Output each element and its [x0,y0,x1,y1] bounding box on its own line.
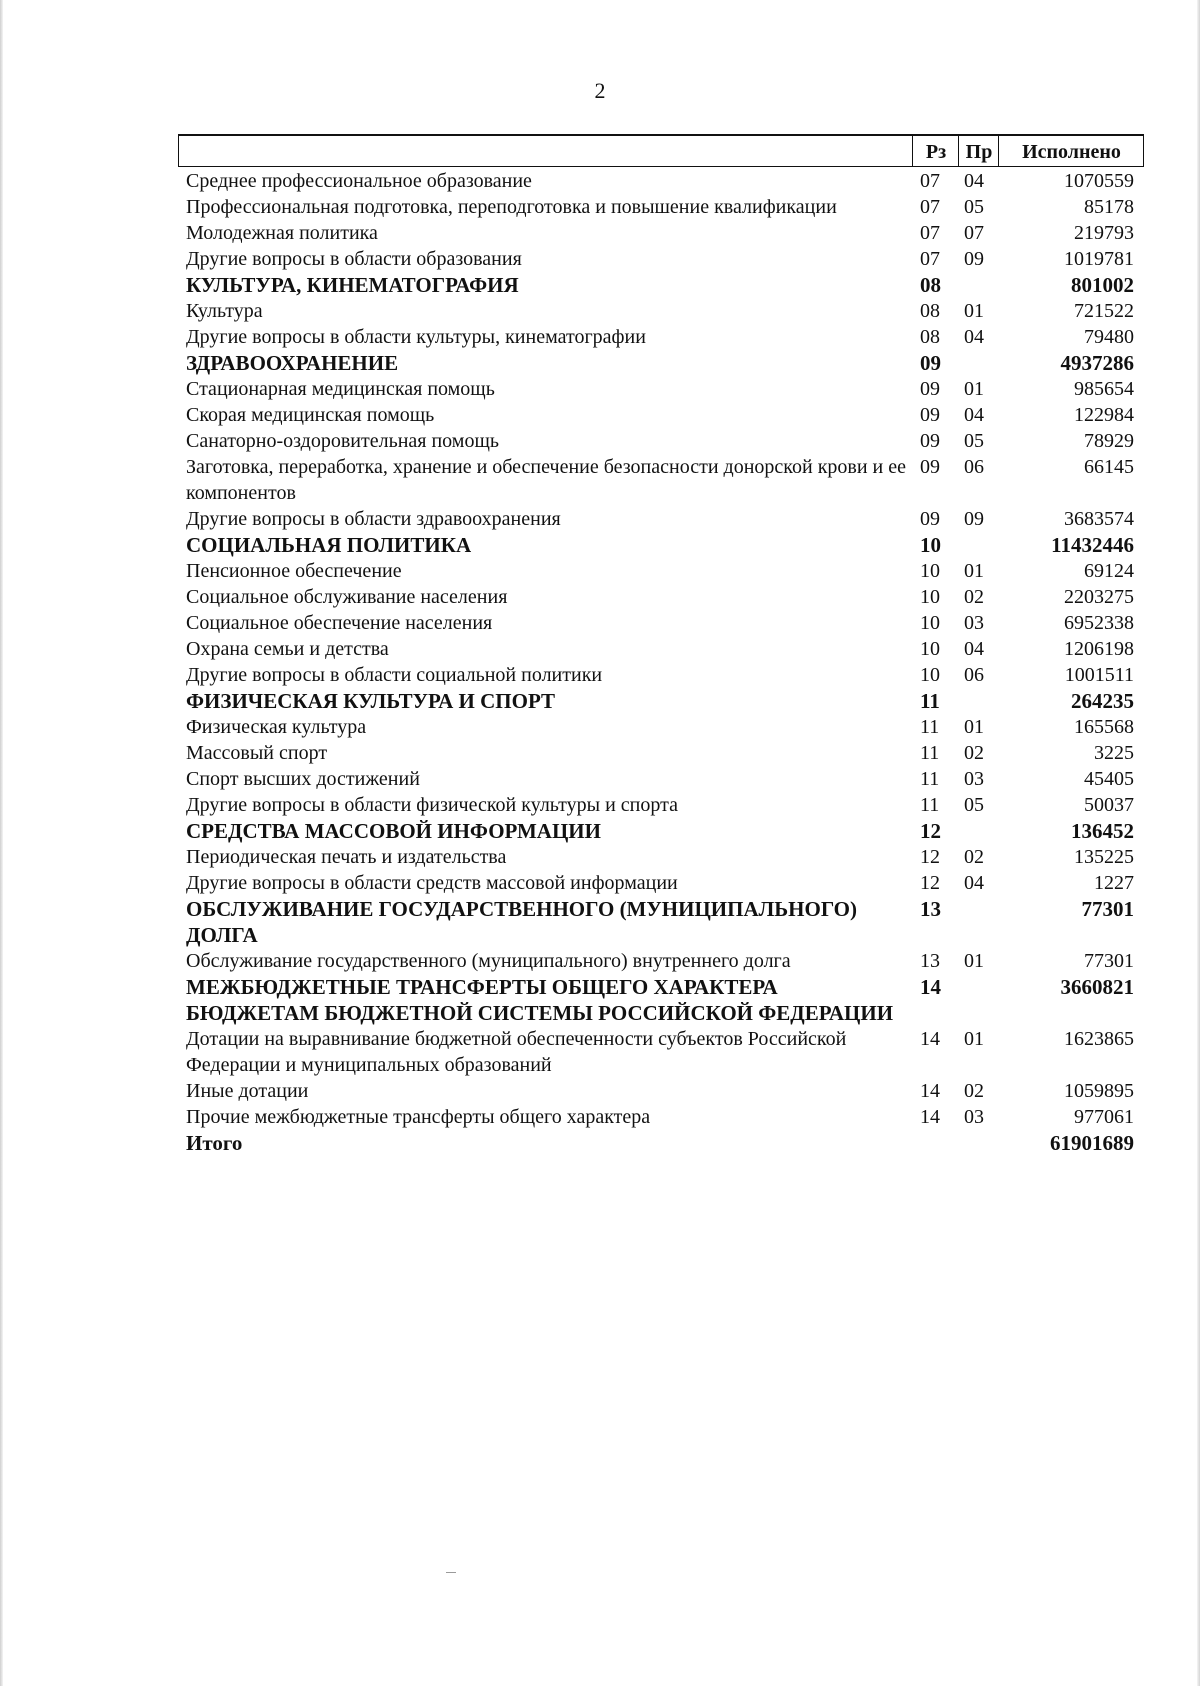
row-name: Среднее профессиональное образование [186,170,532,192]
row-pr: 01 [964,378,984,400]
table-row [178,584,1144,610]
row-pr: 02 [964,742,984,764]
section-row [178,350,1144,376]
row-name: Другие вопросы в области здравоохранения [186,508,561,530]
row-value: 1070559 [1064,170,1134,192]
table-header [178,134,1144,167]
row-name: Скорая медицинская помощь [186,404,435,426]
row-name: Культура [186,300,263,322]
row-name: СОЦИАЛЬНАЯ ПОЛИТИКА [186,533,472,557]
row-value: 165568 [1074,716,1134,738]
row-rz: 09 [920,351,941,375]
row-name: Итого [186,1131,243,1155]
row-pr: 09 [964,248,984,270]
row-name: Заготовка, переработка, хранение и обеспечение безопасности донорской крови и ее компонентов [186,456,907,504]
row-name: Другие вопросы в области физической культуры и спорта [186,794,678,816]
row-name: Иные дотации [186,1080,309,1102]
row-value: 11432446 [1051,533,1134,557]
row-pr: 02 [964,846,984,868]
row-rz: 14 [920,975,941,999]
row-name: Другие вопросы в области социальной политики [186,664,603,686]
row-value: 1059895 [1064,1080,1134,1102]
row-pr: 06 [964,456,984,478]
row-value: 985654 [1074,378,1134,400]
table-row [178,714,1144,740]
table-row [178,766,1144,792]
row-value: 1001511 [1064,664,1134,686]
table-row [178,1078,1144,1104]
table-row [178,1104,1144,1130]
row-rz: 07 [920,170,940,192]
header-rz: Рз [912,136,959,166]
row-name: ЗДРАВООХРАНЕНИЕ [186,351,399,375]
row-rz: 12 [920,872,940,894]
table-row [178,220,1144,246]
row-value: 219793 [1074,222,1134,244]
row-pr: 03 [964,768,984,790]
page-number: 2 [594,78,606,103]
row-rz: 10 [920,560,940,582]
row-rz: 14 [920,1106,940,1128]
row-value: 66145 [1084,456,1134,478]
row-name: ОБСЛУЖИВАНИЕ ГОСУДАРСТВЕННОГО (МУНИЦИПАЛЬНОГО) ДОЛГА [186,897,857,947]
row-value: 45405 [1084,768,1134,790]
section-row [178,1130,1144,1156]
row-name: Другие вопросы в области образования [186,248,522,270]
row-rz: 10 [920,586,940,608]
row-pr: 01 [964,950,984,972]
row-pr: 04 [964,404,984,426]
row-rz: 09 [920,456,940,478]
row-value: 77301 [1084,950,1134,972]
row-value: 3683574 [1064,508,1134,530]
row-rz: 08 [920,326,940,348]
row-value: 122984 [1074,404,1134,426]
row-value: 721522 [1074,300,1134,322]
row-value: 85178 [1084,196,1134,218]
row-pr: 01 [964,1028,984,1050]
table-row [178,194,1144,220]
row-name: Охрана семьи и детства [186,638,389,660]
row-value: 801002 [1071,273,1134,297]
row-rz: 08 [920,273,941,297]
row-pr: 06 [964,664,984,686]
row-rz: 11 [920,716,940,738]
budget-table [178,134,1144,1156]
row-name: Обслуживание государственного (муниципального) внутреннего долга [186,950,791,972]
row-value: 6952338 [1064,612,1134,634]
row-rz: 07 [920,248,940,270]
row-name: Периодическая печать и издательства [186,846,507,868]
row-rz: 12 [920,819,941,843]
header-ispolneno: Исполнено [998,136,1144,166]
row-pr: 05 [964,196,984,218]
row-rz: 08 [920,300,940,322]
row-pr: 09 [964,508,984,530]
table-row [178,610,1144,636]
header-pr: Пр [958,136,999,166]
row-pr: 04 [964,872,984,894]
row-pr: 04 [964,638,984,660]
table-row [178,558,1144,584]
row-name: Другие вопросы в области средств массовой информации [186,872,678,894]
row-pr: 02 [964,1080,984,1102]
table-row [178,454,1144,506]
table-row [178,402,1144,428]
row-value: 77301 [1081,897,1134,921]
row-name: Спорт высших достижений [186,768,420,790]
section-row [178,532,1144,558]
row-pr: 01 [964,716,984,738]
row-value: 2203275 [1064,586,1134,608]
row-rz: 13 [920,950,940,972]
section-row [178,272,1144,298]
table-row [178,324,1144,350]
table-row [178,506,1144,532]
section-row [178,896,1144,948]
table-row [178,662,1144,688]
section-row [178,688,1144,714]
row-name: Пенсионное обеспечение [186,560,402,582]
row-rz: 09 [920,378,940,400]
row-value: 3660821 [1060,975,1134,999]
table-row [178,428,1144,454]
row-rz: 09 [920,508,940,530]
table-row [178,792,1144,818]
row-pr: 01 [964,300,984,322]
row-pr: 05 [964,430,984,452]
row-name: Прочие межбюджетные трансферты общего характера [186,1106,651,1128]
row-value: 1227 [1094,872,1134,894]
row-value: 135225 [1074,846,1134,868]
row-rz: 09 [920,404,940,426]
row-name: КУЛЬТУРА, КИНЕМАТОГРАФИЯ [186,273,519,297]
row-name: Молодежная политика [186,222,378,244]
row-value: 1019781 [1064,248,1134,270]
row-rz: 11 [920,742,940,764]
row-name: СРЕДСТВА МАССОВОЙ ИНФОРМАЦИИ [186,819,601,843]
row-value: 78929 [1084,430,1134,452]
row-rz: 07 [920,196,940,218]
table-body [178,167,1144,1156]
table-row [178,168,1144,194]
table-row [178,948,1144,974]
row-value: 136452 [1071,819,1134,843]
row-value: 264235 [1071,689,1134,713]
scan-speck [446,1572,456,1573]
table-row [178,636,1144,662]
row-rz: 13 [920,897,941,921]
row-rz: 11 [920,768,940,790]
scan-edge-left [0,0,3,1686]
table-row [178,844,1144,870]
table-row [178,740,1144,766]
row-rz: 11 [920,794,940,816]
row-name: Санаторно-оздоровительная помощь [186,430,499,452]
row-value: 79480 [1084,326,1134,348]
table-row [178,298,1144,324]
row-name: Физическая культура [186,716,367,738]
row-value: 50037 [1084,794,1134,816]
row-rz: 07 [920,222,940,244]
row-name: Социальное обеспечение населения [186,612,493,634]
row-name: Социальное обслуживание населения [186,586,508,608]
row-name: Профессиональная подготовка, переподготовка и повышение квалификации [186,196,837,218]
row-rz: 10 [920,612,940,634]
row-pr: 07 [964,222,984,244]
row-name: ФИЗИЧЕСКАЯ КУЛЬТУРА И СПОРТ [186,689,556,713]
row-name: Дотации на выравнивание бюджетной обеспеченности субъектов Российской Федерации и муниципальных образований [186,1028,847,1076]
row-value: 3225 [1094,742,1134,764]
section-row [178,818,1144,844]
row-name: Другие вопросы в области культуры, кинематографии [186,326,646,348]
table-row [178,1026,1144,1078]
row-rz: 10 [920,638,940,660]
row-pr: 01 [964,560,984,582]
row-pr: 04 [964,170,984,192]
table-row [178,246,1144,272]
row-rz: 11 [920,689,940,713]
row-rz: 12 [920,846,940,868]
row-pr: 03 [964,1106,984,1128]
row-pr: 05 [964,794,984,816]
row-pr: 04 [964,326,984,348]
row-rz: 10 [920,533,941,557]
row-value: 61901689 [1050,1131,1134,1155]
row-value: 1206198 [1064,638,1134,660]
row-rz: 14 [920,1080,940,1102]
row-value: 4937286 [1060,351,1134,375]
row-value: 977061 [1074,1106,1134,1128]
table-row [178,870,1144,896]
table-row [178,376,1144,402]
row-name: Массовый спорт [186,742,328,764]
row-value: 1623865 [1064,1028,1134,1050]
row-value: 69124 [1084,560,1134,582]
header-name-cell [179,136,912,166]
row-rz: 10 [920,664,940,686]
row-name: МЕЖБЮДЖЕТНЫЕ ТРАНСФЕРТЫ ОБЩЕГО ХАРАКТЕРА БЮДЖЕТАМ БЮДЖЕТНОЙ СИСТЕМЫ РОССИЙСКОЙ ФЕДЕРАЦИИ [186,975,894,1025]
row-rz: 14 [920,1028,940,1050]
row-name: Стационарная медицинская помощь [186,378,495,400]
row-rz: 09 [920,430,940,452]
row-pr: 03 [964,612,984,634]
section-row [178,974,1144,1026]
row-pr: 02 [964,586,984,608]
